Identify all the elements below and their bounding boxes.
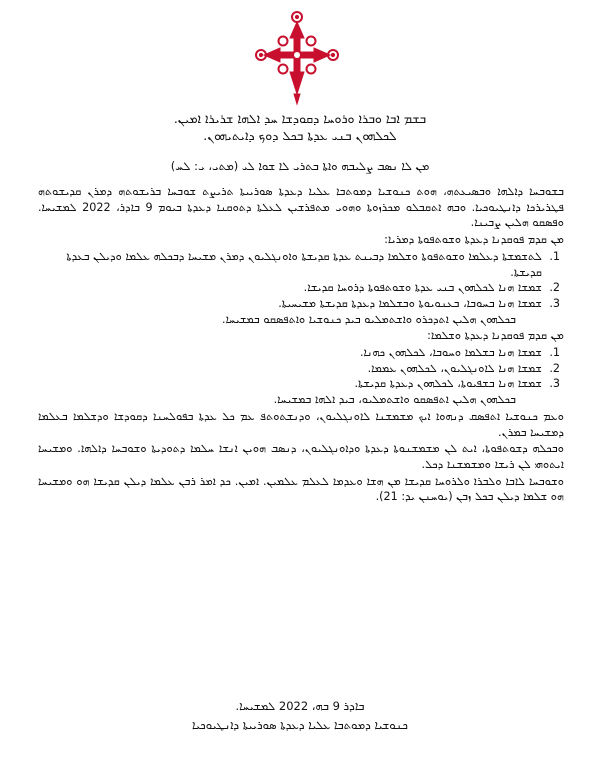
paragraph-3: ܘܒܟܠܗ ܕܫܘܬܦܘܬܐ، ܐܝܬ ܠܢ ܡܫܡܫܢܘܬܐ ܕܥܕܬܐ ܘܕܐܘܢܓܠܝܘܢ، ܕܢܣܒ ܗܘܝܢ ܐܢܫܐ ܚܠܡܐ ܕܬܘܕܝܬܐ ܘܫܘܒܚܐ ܕܐܠܗܐ. ܘܡܫܝܚܐ ܐܝܬܘܗܝ ܠܢ ܪܝܫܐ ܘܡܫܡܫܢܐ ܕܟܠ. (38, 442, 564, 471)
document-title (40, 110, 560, 144)
list-item: 2. ܫܡܫܐ ܗܢܐ ܠܐܘܢܓܠܝܘܢ، ܠܟܠܗܘܢ ܥܡܡܐ. (367, 361, 560, 375)
section-2-note: ܒܟܠܗܘܢ ܗܠܝܢ ܐܬܦܣܩܘ ܘܐܫܬܡܠܝܘ، ܒܝܕ ܐܠܗܐ ܒܡܫܝܚܐ. (273, 393, 516, 407)
section-2-list (38, 345, 564, 392)
list-item: 3. ܫܡܫܐ ܗܢܐ ܒܫܦܝܘܬܐ، ܠܟܠܗܘܢ ܕܥܕܬܐ ܩܕܝܫܬܐ. (354, 377, 560, 391)
document-date: ܒܐܕܪ 9 ܒܗ، 2022 ܠܡܫܝܚܐ. (235, 699, 365, 713)
list-item: 1. ܫܡܫܐ ܗܢܐ ܒܫܠܡܐ ܘܚܘܒܐ، ܠܟܠܗܘܢ ܟܗܢܐ. (360, 346, 560, 360)
list-item: 2. ܫܡܫܐ ܗܢܐ ܠܟܠܗܘܢ ܒܢܝ ܥܕܬܐ ܘܫܘܬܦܘܬܐ ܕܪܘܚܐ ܩܕܝܫܐ. (303, 281, 560, 295)
paragraph-2: ܘܥܡ ܟܢܘܫܝܐ ܐܬܦܣܩ ܕܢܗܘܐ ܐܝܟ ܡܫܡܫܢܐ ܠܐܘܢܓܠܝܘܢ، ܘܕܢܫܬܘܬܦ ܥܡ ܟܠ ܥܕܬܐ ܒܦܘܠܚܢܐ ܕܩܘܕܫܐ ܘܕܫܠܡܐ ܒܥܠܡܐ ܕܡܫܝܚܐ ܒܡܪܢ. (38, 409, 564, 439)
section-1-list (38, 249, 564, 312)
document-body (38, 184, 564, 506)
title-line-1: ܒܫܡ ܐܒܐ ܘܒܪܐ ܘܪܘܚܐ ܕܩܘܕܫܐ ܚܕ ܐܠܗܐ ܫܪܝܪܐ ܐܡܝܢ. (173, 111, 427, 126)
signature-line: ܟܢܘܫܝܐ ܕܡܘܬܒܐ ܥܠܝܐ ܕܥܕܬܐ ܣܘܪܝܝܬܐ ܕܐܢܛܝܘܟܝܐ (192, 718, 408, 732)
section-1-note: ܒܟܠܗܘܢ ܗܠܝܢ ܐܬܕܟܪܘ ܘܐܫܬܡܠܝܘ ܒܝܕ ܟܢܘܫܝܐ ܘܐܬܦܣܩܘ ܒܡܫܝܚܐ. (222, 312, 516, 326)
scripture-verse: ܡܢ ܠܐ ܢܣܒ ܨܠܝܒܗ ܘܐܬܐ ܒܬܪܝ ܠܐ ܫܘܐ ܠܝ (ܡܬܝ، ܝ: ܠܚ) (170, 159, 430, 173)
title-line-2: ܠܟܠܗܘܢ ܒܢܝ ܥܕܬܐ ܒܟܠ ܕܘܟ ܕܐܝܬܝܗܘܢ. (203, 128, 397, 143)
paragraph-4: ܘܫܘܒܚܐ ܠܐܒܐ ܘܠܒܪܐ ܘܠܪܘܚܐ ܩܕܝܫܐ ܡܢ ܗܫܐ ܘܥܕܡܐ ܠܥܠܡ ܥܠܡܝܢ. ܐܡܝܢ. ܟܕ ܐܡܪ ܪܒܢ ܥܠܡܐ ܕܝܠܢ ܩܕܝܫܐ ܗܘ ܘܡܫܝܚܐ ܗܘ ܫܠܡܐ ܕܝܠܢ ܒܟܠ ܙܒܢ (ܝܘܚܢܢ ܝܕ: 21). (38, 474, 564, 504)
intro-paragraph: ܒܫܘܒܚܐ ܕܐܠܗܐ ܘܒܣܝܥܬܗ، ܗܘܬ ܟܢܘܫܝܐ ܕܡܘܬܒܐ ܥܠܝܐ ܕܥܕܬܐ ܣܘܪܝܝܬܐ ܬܪܝܨܬ ܫܘܒܚܐ ܒܪܝܫܘܬܗ ܕܡܪܢ ܩܕܝܫܘܬܗ ܦܛܪܝܪܟܐ ܕܐܢܛܝܘܟܝܐ. ܘܒܗ ܐܬܩܒܠܘ ܡܟܪܙܘܬܐ ܘܗܘܝ ܡܬܦܪܫܝܢ ܠܥܠܬܐ ܕܬܘܩܢܐ ܕܥܕܬܐ ܒܝܘܡ 9 ܒܐܕܪ، 2022 ܠܡܫܝܚܐ. ܘܦܣܩܘ ܗܠܝܢ ܨܒܝܢܐ. (38, 185, 564, 230)
list-item: 1. ܠܬܫܡܫܬܐ ܕܥܠܡܐ ܘܫܘܬܦܘܬܐ ܘܫܠܡܐ ܕܒܝܢܬ ܥܕܬܐ ܩܕܝܫܬܐ ܘܐܘܢܓܠܝܘܢ ܕܡܪܢ ܡܫܝܚܐ ܕܒܟܠܗ ܥܠܡܐ ܘܕܝܠܢ ܒܥܕܬܐ ܩܕܝܫܬܐ. (66, 249, 560, 279)
list-item: 3. ܫܡܫܐ ܗܢܐ ܒܚܘܒܐ، ܒܥܢܘܝܘܬܐ ܘܒܫܠܡܐ ܕܥܕܬܐ ܩܕܝܫܬܐ ܡܫܝܚܝܬܐ. (278, 296, 560, 310)
section-1-heading: ܡܢ ܩܕܡ ܦܘܩܕܢܐ ܕܥܕܬܐ ܘܫܘܬܦܘܬܐ ܕܡܪܝܐ: (384, 233, 564, 247)
document-footer (40, 697, 560, 735)
section-2-heading: ܡܢ ܩܕܡ ܦܘܩܕܢܐ ܕܥܕܬܐ ܘܫܠܡܐ: (427, 329, 564, 343)
coptic-cross-icon (252, 8, 342, 106)
